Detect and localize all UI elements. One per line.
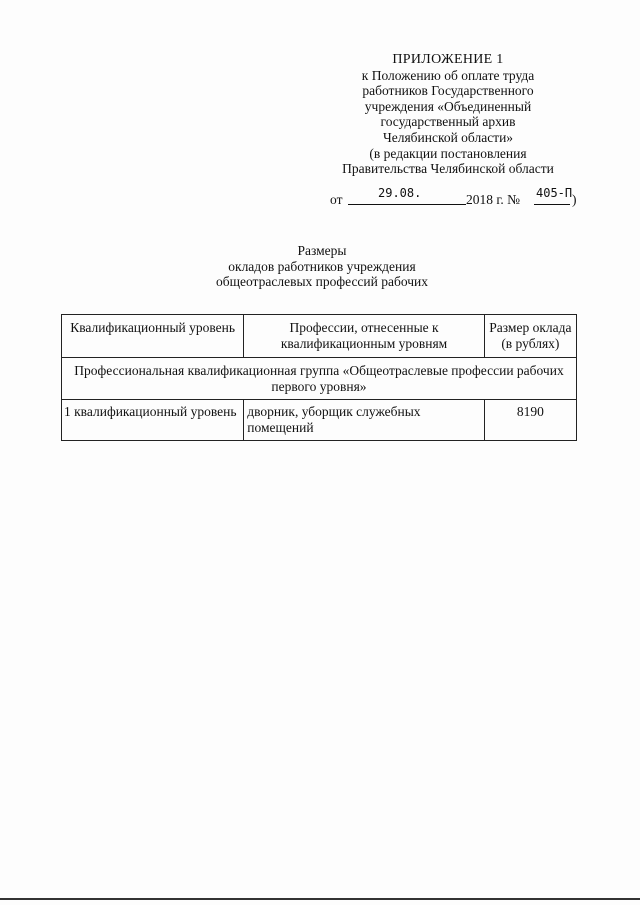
appendix-line: Правительства Челябинской области <box>342 161 554 177</box>
column-header-salary: Размер оклада (в рублях) <box>484 315 576 358</box>
resolution-number: 405-П <box>536 186 573 200</box>
appendix-title: ПРИЛОЖЕНИЕ 1 <box>392 52 504 67</box>
appendix-header <box>318 52 578 177</box>
heading-line: Размеры <box>297 243 347 258</box>
document-heading <box>120 243 524 290</box>
resolution-date-line <box>318 188 578 210</box>
heading-line: общеотраслевых профессий рабочих <box>215 274 429 290</box>
qualification-level-cell: 1 квалификационный уровень <box>62 400 244 441</box>
appendix-line: Челябинской области» <box>382 129 514 145</box>
table-row <box>62 400 577 441</box>
appendix-line: государственный архив <box>380 114 516 130</box>
number-underline <box>534 204 570 205</box>
appendix-line: (в редакции постановления <box>369 145 527 161</box>
resolution-year: 2018 г. № <box>466 192 521 207</box>
date-prefix: от <box>330 192 343 207</box>
scan-bottom-edge <box>0 898 640 900</box>
date-underline <box>348 204 466 205</box>
salary-cell: 8190 <box>484 400 576 441</box>
appendix-line: к Положению об оплате труда <box>361 67 535 83</box>
column-header-level: Квалификационный уровень <box>62 315 244 358</box>
table-group-row <box>62 358 577 400</box>
salary-table <box>61 314 577 441</box>
table-header-row <box>62 315 577 358</box>
qualification-group-title: Профессиональная квалификационная группа «Общеотраслевые профессии рабочих первого уровня» <box>62 358 577 400</box>
professions-cell: дворник, уборщик служебных помещений <box>244 400 484 441</box>
appendix-line: учреждения «Объединенный <box>364 98 532 114</box>
heading-line: окладов работников учреждения <box>228 258 416 274</box>
column-header-professions: Профессии, отнесенные к квалификационным уровням <box>244 315 484 358</box>
closing-paren: ) <box>572 192 577 207</box>
resolution-date: 29.08. <box>378 186 422 200</box>
appendix-line: работников Государственного <box>362 83 534 99</box>
